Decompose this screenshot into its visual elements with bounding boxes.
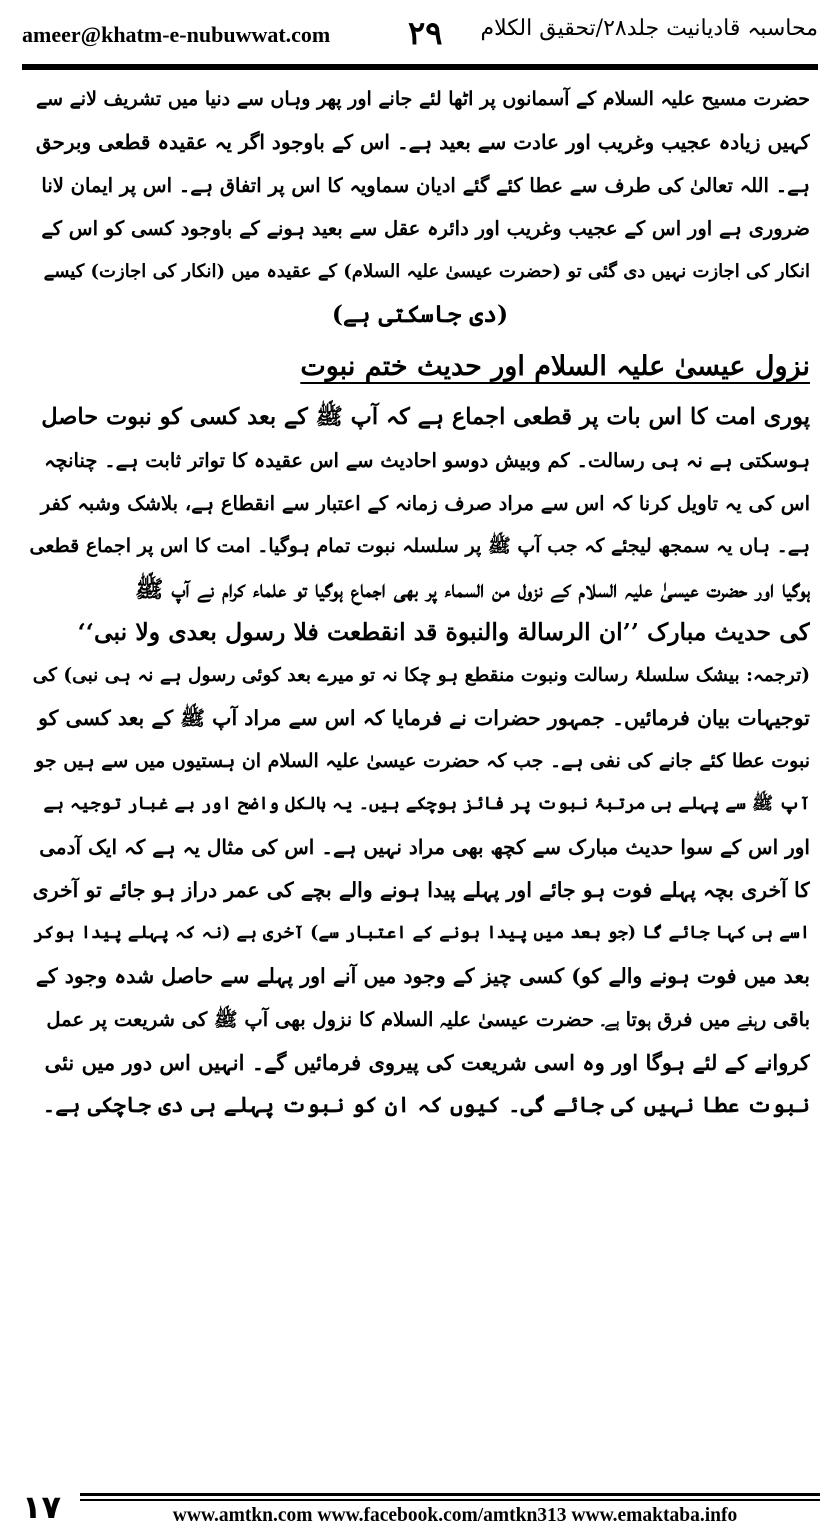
paragraph1-line: ضروری ہے اور اس کے عجیب وغریب اور دائرہ عقل سے بعید ہونے کے باوجود کسی کو اس کے	[41, 217, 810, 240]
paragraph2-line: اس کی یہ تاویل کرنا کہ اس سے مراد صرف زمانہ کے اعتبار سے انقطاع ہے، بلاشک وشبہ کفر	[40, 492, 810, 515]
paragraph2-line: (ترجمہ: بیشک سلسلۂ رسالت ونبوت منقطع ہو چکا نہ تو میرے بعد کوئی رسول ہے نہ ہی نبی) کی	[32, 665, 810, 686]
paragraph2-line: نبوت عطا نہیں کی جائے گی۔ کیوں کہ ان کو نبوت پہلے ہی دی جاچکی ہے۔	[42, 1093, 810, 1118]
paragraph2-line: کی حدیث مبارک ’’ان الرسالة والنبوة قد انقطعت فلا رسول بعدی ولا نبی‘‘	[77, 618, 810, 646]
footer-page-marker: ۱۷	[22, 1488, 62, 1526]
header-rule	[22, 64, 818, 70]
paragraph1-line: انکار کی اجازت نہیں دی گئی تو (حضرت عیسیٰ علیہ السلام) کے عقیدہ میں (انکار کی اجازت) کیسے	[43, 261, 810, 282]
paragraph2-line: اسے ہی کہا جائے گا (جو بعد میں پیدا ہونے کے اعتبار سے) آخری ہے (نہ کہ پہلے پیدا ہوکر	[33, 923, 810, 943]
paragraph2-line: ہوسکتی ہے نہ ہی رسالت۔ کم وبیش دوسو احادیث سے اس عقیدہ کا تواتر ثابت ہے۔ چنانچہ	[44, 449, 810, 472]
paragraph2-line: آپ ﷺ سے پہلے ہی مرتبۂ نبوت پر فائز ہوچکے ہیں۔ یہ بالکل واضح اور بے غبار توجیہ ہے	[43, 794, 810, 814]
paragraph1-line: کہیں زیادہ عجیب وغریب اور عادت سے بعید ہے۔ اس کے باوجود اگر یہ عقیدہ قطعی وبرحق	[35, 130, 810, 154]
paragraph2-line: ہے۔ ہاں یہ سمجھ لیجئے کہ جب آپ ﷺ پر سلسلہ نبوت تمام ہوگیا۔ امت کا اس پر اجماع قطعی	[30, 535, 810, 557]
paragraph2-line: نبوت عطا کئے جانے کی نفی ہے۔ جب کہ حضرت عیسیٰ علیہ السلام ان ہستیوں میں سے ہیں جو	[35, 750, 810, 772]
header-page-number: ۲۹	[408, 14, 443, 52]
header-book-title: محاسبہ قادیانیت جلد۲۸/تحقیق الکلام	[480, 16, 818, 41]
paragraph1-line: حضرت مسیح علیہ السلام کے آسمانوں پر اٹھا لئے جانے اور پھر وہاں سے دنیا میں تشریف لانے سے	[36, 88, 810, 110]
paragraph2-line: بعد میں فوت ہونے والے کو) کسی چیز کے وجود میں آنے اور پہلے سے حاصل شدہ وجود کے	[35, 964, 810, 988]
paragraph1-line: ہے۔ اللہ تعالیٰ کی طرف سے عطا کئے گئے ادیان سماویہ کا اس پر اتفاق ہے۔ اس پر ایمان لانا	[41, 174, 810, 197]
footer-links: www.amtkn.com www.facebook.com/amtkn313 www.emaktaba.info	[172, 1505, 738, 1526]
paragraph2-line: پوری امت کا اس بات پر قطعی اجماع ہے کہ آپ ﷺ کے بعد کسی کو نبوت حاصل	[41, 404, 810, 430]
paragraph2-line: توجیہات بیان فرمائیں۔ جمہور حضرات نے فرمایا کہ اس سے مراد آپ ﷺ کے بعد کسی کو	[38, 706, 810, 730]
paragraph2-line: کروانے کے لئے ہوگا اور وہ اسی شریعت کی پیروی فرمائیں گے۔ انہیں اس دور میں نئی	[44, 1050, 810, 1075]
paragraph2-line: باقی رہنے میں فرق ہوتا ہے۔ حضرت عیسیٰ علیہ السلام کا نزول بھی آپ ﷺ کی شریعت پر عمل	[46, 1008, 810, 1031]
section-heading-text: نزول عیسیٰ علیہ السلام اور حدیث ختم نبوت	[300, 351, 810, 382]
footer-rule-thin	[80, 1499, 820, 1501]
footer-rule	[80, 1493, 820, 1496]
paragraph2-line: کا آخری بچہ پہلے فوت ہو جائے اور پہلے پیدا ہونے والے بچے کی عمر دراز ہو جائے تو آخری	[32, 878, 810, 902]
section-heading	[30, 336, 810, 396]
header-email: ameer@khatm-e-nubuwwat.com	[22, 22, 331, 47]
paragraph1-line: (دی جاسکتی ہے)	[331, 300, 509, 328]
paragraph2-line: اور اس کے سوا حدیث مبارک سے کچھ بھی مراد نہیں ہے۔ اس کی مثال یہ ہے کہ ایک آدمی	[39, 835, 810, 859]
page-body	[30, 78, 810, 1127]
paragraph2-line: ہوگیا اور حضرت عیسیٰ علیہ السلام کے نزول من السماء پر بھی اجماع ہوگیا تو علماء کرام نے آپ ﷺ	[134, 575, 810, 603]
